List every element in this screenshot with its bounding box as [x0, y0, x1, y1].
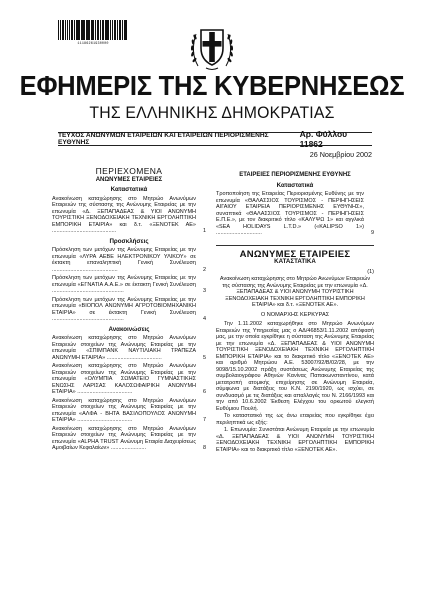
contents-ae-heading: ΑΝΩΝΥΜΕΣ ΕΤΑΙΡΕΙΕΣ [95, 176, 163, 183]
barcode-bar [89, 20, 90, 40]
section-divider [216, 245, 374, 246]
barcode-bar [125, 20, 127, 40]
contents-entry[interactable] [52, 426, 206, 452]
contents-group-title: Καταστατικά [110, 186, 148, 193]
issue-date: 26 Νοεμβρίου 2002 [309, 150, 372, 159]
contents-entry-text: Ανακοίνωση καταχώρησης στο Μητρώο Ανωνύμων Εταιρειών στοιχείων της Ανώνυμης Εταιρείας με την επωνυμία «ΟΛΥΜΠΙΑ ΣΩΜΑΤΕΙΟ ΓΥΜΝΑΣΤΙΚΗΣ ΕΝΩΣΗΣ ΛΑΡΙΣΑΣ ΚΑΛΟΣΩΦΑΙΡΙΚΗ ΑΝΩΝΥΜΗ ΕΤΑΙΡΙΑ» .................................... [52, 363, 196, 395]
contents-entry-text: Ανακοίνωση καταχώρησης στο Μητρώο Ανωνύμων Εταιρειών στοιχείων της Ανώνυμης Εταιρείας με την επωνυμία «ΣΠΙΜΠΑΝΚ ΝΑΥΤΙΛΙΑΚΗ ΤΡΑΠΕΖΑ ΑΝΩΝΥΜΗ ΕΤΑΙΡΙΑ» .................................... [52, 335, 196, 361]
body-paragraph: 1. Επωνυμία: Συνιστάται Ανώνυμη Εταιρεία με την επωνυμία «Δ. ΞΕΠΑΠΑΔΕΑΣ & ΥΙΟΙ ΑΝΩΝΥΜΗ ΤΟΥΡΙΣΤΙΚΗ ΞΕΝΟΔΟΧΕΙΑΚΗ ΤΕΧΝΙΚΗ ΕΡΓΟΛΗΠΤΙΚΗ ΕΜΠΟΡΙΚΗ ΕΤΑΙΡΙΑ» και το διακριτικό τίτλο «ΞΕΝΟΤΕΚ ΑΕ». [216, 427, 374, 453]
barcode-bar [100, 20, 101, 40]
contents-entry[interactable] [52, 247, 206, 273]
contents-entry-page: 7 [202, 417, 206, 423]
barcode-bar [69, 20, 70, 40]
contents-heading: ΠΕΡΙΕΧΟΜΕΝΑ [95, 166, 163, 176]
contents-entry-text: Ανακοίνωση καταχώρησης στο Μητρώο Ανωνύμων Εταιρειών της σύστασης της Ανώνυμης Εταιρείας με την επωνυμία «Δ. ΞΕΠΑΠΑΔΕΑΣ & ΥΙΟΙ ΑΝΩΝΥΜΗ ΤΟΥΡΙΣΤΙΚΗ ΞΕΝΟΔΟΧΕΙΑΚΗ ΤΕΧΝΙΚΗ ΕΡΓΟΛΗΠΤΙΚΗ ΕΜΠΟΡΙΚΗ ΕΤΑΙΡΙΑ» και δ.τ. «ΞΕΝΟΤΕΚ ΑΕ» .......................................... [52, 195, 196, 234]
gazette-title: ΕΦΗΜΕΡΙΣ ΤΗΣ ΚΥΒΕΡΝΗΣΕΩΣ [19, 70, 405, 101]
main-column [216, 168, 374, 454]
barcode [58, 20, 128, 40]
contents-entry[interactable] [52, 363, 206, 396]
body-paragraph: Την 1.11.2002 καταχωρήθηκε στο Μητρώο Ανωνύμων Εταιρειών της Υπηρεσίας μας ο ΑΔ/46853/1.11.2002 απόφασή μας, με την οποία εγκρίθηκε η σύσταση της Ανώνυμης Εταιρείας με την επωνυμία «Δ. ΞΕΠΑΠΑΔΕΑΣ & ΥΙΟΙ ΑΝΩΝΥΜΗ ΤΟΥΡΙΣΤΙΚΗ ΞΕΝΟΔΟΧΕΙΑΚΗ ΤΕΧΝΙΚΗ ΕΡΓΟΛΗΠΤΙΚΗ ΕΜΠΟΡΙΚΗ ΕΤΑΙΡΙΑ» και το διακριτικό τίτλο «ΞΕΝΟΤΕΚ ΑΕ» και αριθμό Μητρώου Α.Ε. 53007/92/Β/02/28, με την 9098/15.10.2002 πράξη συστάσεως Ανώνυμης Εταιρείας της συμβολαιογράφου Αθηνών Κανίνας Παπακωνσταντίνου, κατά μετατροπή ατομικής επιχείρησης σε Ανώνυμη Εταιρεία, σύμφωνα με διατάξεις του Κ.Ν. 2190/1920, ως ισχύει, σε συνδυασμό με τις διατάξεις και απαλλαγές του Ν. 2166/1993 και την από 10.6.2002 Έκθεση Ελέγχου του ορκωτού ελεγκτή Ευθύμιου Πουλή. [216, 321, 374, 412]
contents-group-title: Προσκλήσεις [109, 237, 149, 245]
contents-entry-text: Ανακοίνωση καταχώρησης στο Μητρώο Ανωνύμων Εταιρειών στοιχείων της Ανώνυμης Εταιρείας με την επωνυμία «ΑΛΦΑ - ΒΗΤΑ ΒΑΣΙΛΟΠΟΥΛΟΣ ΑΝΩΝΥΜΗ ΕΤΑΙΡΙΑ» .................................... [52, 397, 196, 423]
masthead [0, 70, 424, 123]
contents-entry-page: 1 [202, 228, 206, 234]
barcode-bar [105, 20, 106, 40]
issue-bar [58, 129, 372, 149]
contents-group-title: Ανακοινώσεις [108, 325, 150, 333]
gazette-subtitle: ΤΗΣ ΕΛΛΗΝΙΚΗΣ ΔΗΜΟΚΡΑΤΙΑΣ [89, 103, 335, 122]
barcode-bar [92, 20, 94, 40]
contents-entry-text: Πρόσκληση των μετόχων της Ανώνυμης Εταιρείας με την επωνυμία «ΛΥΡΑ ΑΕΒΕ ΗΛΕΚΤΡΟΝΙΚΟΥ ΥΛΙΚΟΥ» σε έκτακτη επαναληπτική Γενική Συνέλευση ........................................... [52, 247, 196, 273]
contents-entry[interactable] [52, 275, 206, 295]
body-paragraph: Το καταστατικό της ως άνω εταιρείας που εγκρίθηκε έχει περιληπτικά ως εξής: [216, 413, 374, 426]
contents-column [52, 168, 206, 454]
item-number: (1) [367, 268, 374, 275]
ae-section-heading: ΑΝΩΝΥΜΕΣ ΕΤΑΙΡΕΙΕΣ [239, 248, 351, 260]
prefect-title: Ο ΝΟΜΑΡΧΗΣ ΚΕΡΚΥΡΑΣ [260, 311, 330, 318]
barcode-bar [120, 20, 121, 40]
contents-entry-page: 2 [202, 266, 206, 273]
contents-entry-page: 8 [202, 445, 206, 451]
barcode-bar [63, 20, 64, 40]
issue-sheet-number: Αρ. Φύλλου 11862 [299, 129, 348, 149]
barcode-bar [74, 20, 75, 40]
contents-entry[interactable] [52, 398, 206, 424]
barcode-bar [78, 20, 80, 40]
contents-entry-text: Τροποποίηση της Εταιρείας Περιορισμένης Ευθύνης με την επωνυμία «ΘΑΛΑΣΣΙΟΣ ΤΟΥΡΙΣΜΟΣ - ΠΕΡΙΗΓΗΣΕΙΣ ΑΙΓΑΙΟΥ ΕΤΑΙΡΕΙΑ ΠΕΡΙΟΡΙΣΜΕΝΗΣ ΕΥΘΥΝΗΣ», συναπτικά «ΘΑΛΑΣΣΙΟΣ ΤΟΥΡΙΣΜΟΣ - ΠΕΡΙΗΓΗΣΕΙΣ Ε.Π.Ε.», με τον διακριτικό τίτλο «ΚΑΛΥΨΩ 1» και αγγλικά «SEA HOLIDAYS L.T.D.» («KALIPSO 1») .............................. [216, 191, 364, 236]
barcode-bar [115, 20, 116, 40]
contents-entry[interactable] [52, 297, 206, 323]
barcode-bar [58, 20, 59, 40]
contents-entry-text: Ανακοίνωση καταχώρησης στο Μητρώο Ανωνύμων Εταιρειών στοιχείων της Ανώνυμης Εταιρείας με την επωνυμία «ALPHA TRUST Ανώνυμη Εταιρία Διαχειρίσεως Αμοιβαίων Κεφαλαίων» ....................... [52, 425, 196, 451]
contents-entry[interactable] [52, 335, 206, 361]
epe-group-title: Καταστατικά [276, 181, 314, 189]
greek-coat-of-arms-icon [188, 22, 236, 72]
contents-entry-text: Πρόσκληση των μετόχων της Ανώνυμης Εταιρείας με την επωνυμία «ΒΙΟΠΟΛ ΑΝΩΝΥΜΗ ΑΓΡΟΤΟΒΙΟΜΗΧΑΝΙΚΗ ΕΤΑΙΡΙΑ» σε έκτακτη Γενική Συνέλευση ............................................... [52, 296, 196, 322]
statutes-heading: ΚΑΤΑΣΤΑΤΙΚΑ [274, 258, 316, 265]
contents-entry-page: 9 [370, 230, 374, 236]
contents-entry-page: 3 [202, 288, 206, 294]
contents-entry-page: 4 [202, 316, 206, 322]
contents-entry[interactable] [216, 191, 374, 237]
barcode-bar [95, 20, 96, 40]
issue-section: ΤΕΥΧΟΣ ΑΝΩΝΥΜΩΝ ΕΤΑΙΡΕΙΩΝ ΚΑΙ ΕΤΑΙΡΕΙΩΝ ΠΕΡΙΟΡΙΣΜΕΝΗΣ ΕΥΘΥΝΗΣ [58, 132, 269, 146]
barcode-bar [67, 20, 69, 40]
barcode-number: 11186261930000 [77, 42, 109, 46]
notice-title: Ανακοίνωση καταχώρησης στο Μητρώο Ανωνύμων Εταιρειών της σύστασης της Ανώνυμης Εταιρείας με την επωνυμία «Δ. ΞΕΠΑΠΑΔΕΑΣ & ΥΙΟΙ ΑΝΩΝΥΜΗ ΤΟΥΡΙΣΤΙΚΗ ΞΕΝΟΔΟΧΕΙΑΚΗ ΤΕΧΝΙΚΗ ΕΡΓΟΛΗΠΤΙΚΗ ΕΜΠΟΡΙΚΗ ΕΤΑΙΡΙΑ» και δ.τ. «ΞΕΝΟΤΕΚ ΑΕ». [219, 276, 371, 308]
contents-entry-page: 5 [202, 354, 206, 361]
contents-entry-page: 6 [202, 389, 206, 395]
barcode-bar [110, 20, 112, 40]
barcode-bar [84, 20, 85, 40]
epe-heading: ΕΤΑΙΡΕΙΕΣ ΠΕΡΙΟΡΙΣΜΕΝΗΣ ΕΥΘΥΝΗΣ [239, 172, 351, 178]
contents-entry[interactable] [52, 196, 206, 235]
contents-entry-text: Πρόσκληση των μετόχων της Ανώνυμης Εταιρείας με την επωνυμία «ΕΓΝΑΤΙΑ Α.Α.Ε.» σε έκτακτη Γενική Συνέλευση ............................................... [52, 275, 196, 294]
